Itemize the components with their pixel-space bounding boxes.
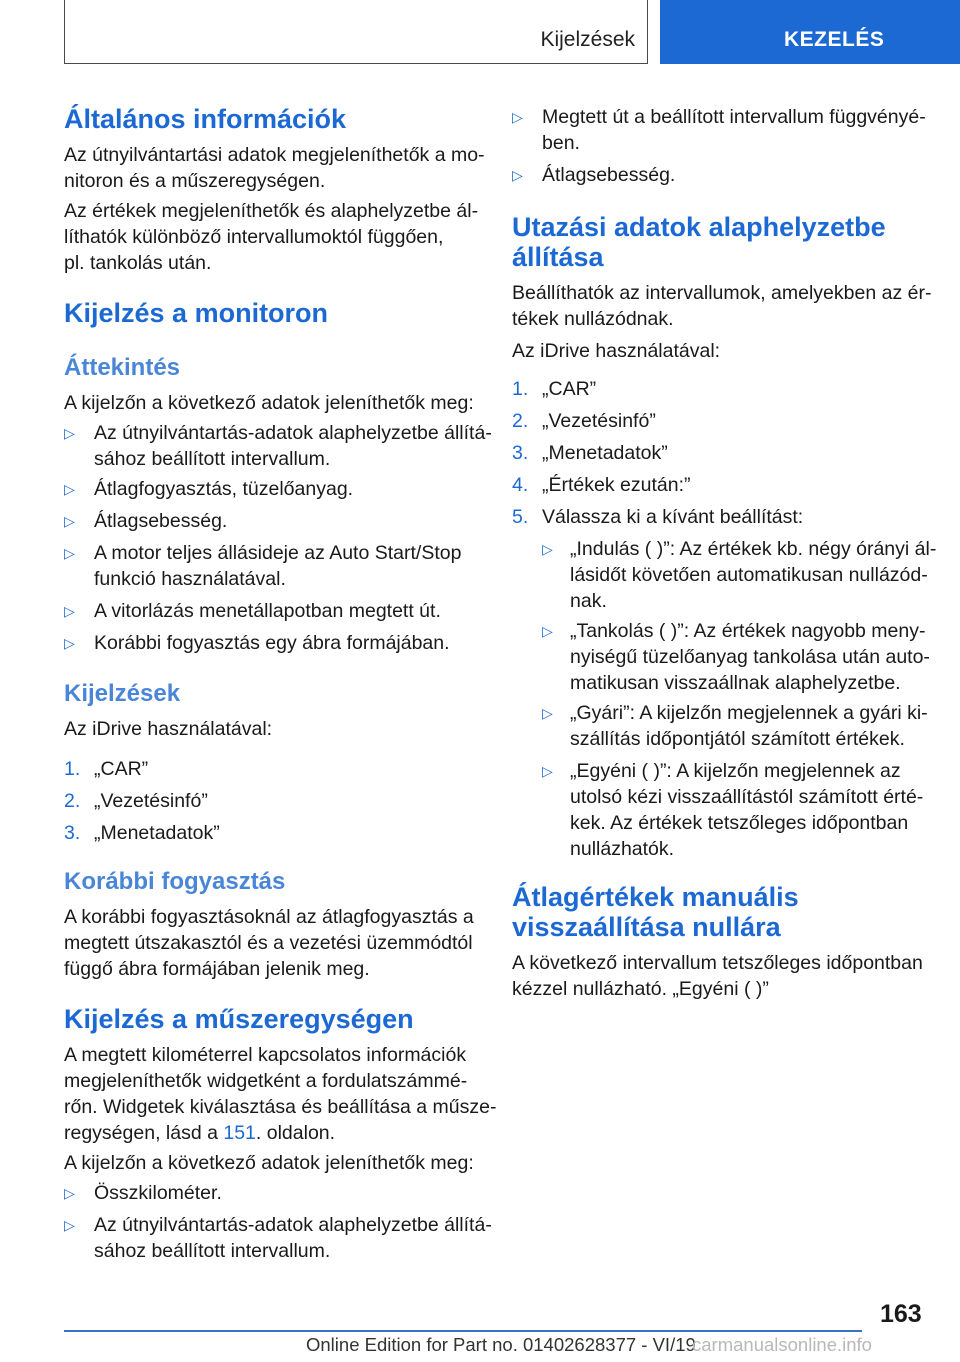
subheading-korabbi-fogyasztas: Korábbi fogyasztás	[64, 868, 286, 895]
heading-utazasi-adatok: Utazási adatok alaphelyzetbe	[512, 212, 886, 242]
list-item-text: funkció használatával.	[94, 568, 286, 590]
step-number: 2.	[64, 790, 81, 812]
paragraph-line: függő ábra formájában jelenik meg.	[64, 958, 370, 980]
step-number: 3.	[512, 442, 529, 464]
step-number: 3.	[64, 822, 81, 844]
list-item-text: Átlagsebesség.	[94, 510, 228, 532]
triangle-bullet-icon: ▷	[512, 167, 523, 183]
list-item-text: sához beállított intervallum.	[94, 1240, 331, 1262]
triangle-bullet-icon: ▷	[542, 541, 553, 557]
sub-list-item-text: nyiségű tüzelőanyag tankolása után auto-	[570, 646, 930, 668]
step-text: „CAR”	[94, 758, 149, 780]
triangle-bullet-icon: ▷	[64, 1217, 75, 1233]
list-item-text: ben.	[542, 132, 580, 154]
step-text: „Vezetésinfó”	[94, 790, 208, 812]
list-item-text: Összkilométer.	[94, 1182, 222, 1204]
sub-list-item-text: szállítás időpontjától számított értékek.	[570, 728, 905, 750]
list-item-text: Az útnyilvántartás-adatok alaphelyzetbe állítá-	[94, 422, 492, 444]
step-number: 1.	[64, 758, 81, 780]
triangle-bullet-icon: ▷	[64, 545, 75, 561]
watermark: carmanualsonline.info	[692, 1334, 872, 1355]
sub-list-item-text: nullázhatók.	[570, 838, 675, 860]
sub-list-item-text: kek. Az értékek tetszőleges időpontban	[570, 812, 909, 834]
heading-atlagertekek-cont: visszaállítása nullára	[512, 912, 781, 942]
paragraph-line: kézzel nullázható. „Egyéni ( )”	[512, 978, 769, 1000]
paragraph-line: A korábbi fogyasztásoknál az átlagfogyasztás a	[64, 906, 474, 928]
triangle-bullet-icon: ▷	[64, 513, 75, 529]
triangle-bullet-icon: ▷	[542, 623, 553, 639]
sub-list-item-text: utolsó kézi visszaállítástól számított érté-	[570, 786, 924, 808]
text-fragment: . oldalon.	[255, 1122, 336, 1144]
list-item-text: A motor teljes állásideje az Auto Start/Stop	[94, 542, 462, 564]
paragraph-line: Az iDrive használatával:	[512, 340, 721, 362]
heading-atlagertekek: Átlagértékek manuális	[512, 882, 799, 912]
heading-utazasi-adatok-cont: állítása	[512, 242, 604, 272]
step-number: 1.	[512, 378, 529, 400]
step-number: 2.	[512, 410, 529, 432]
header-chapter-title: KEZELÉS	[784, 28, 885, 51]
triangle-bullet-icon: ▷	[64, 635, 75, 651]
sub-list-item-text: lásidőt követően automatikusan nullázód-	[570, 564, 928, 586]
paragraph-line: pl. tankolás után.	[64, 252, 212, 274]
paragraph-line: A kijelzőn a következő adatok jeleníthetők meg:	[64, 392, 474, 414]
paragraph-line: rőn. Widgetek kiválasztása és beállítása a műsze-	[64, 1096, 497, 1118]
step-number: 4.	[512, 474, 529, 496]
list-item-text: sához beállított intervallum.	[94, 448, 331, 470]
step-text: Válassza ki a kívánt beállítást:	[542, 506, 804, 528]
text-fragment: regységen, lásd a	[64, 1122, 224, 1144]
list-item-text: Korábbi fogyasztás egy ábra formájában.	[94, 632, 450, 654]
step-text: „Vezetésinfó”	[542, 410, 656, 432]
paragraph-line: megtett útszakasztól és a vezetési üzemmódtól	[64, 932, 473, 954]
step-text: „CAR”	[542, 378, 597, 400]
sub-list-item-text: „Tankolás ( )”: Az értékek nagyobb meny-	[570, 620, 926, 642]
sub-list-item-text: „Gyári”: A kijelzőn megjelennek a gyári ki-	[570, 702, 928, 724]
step-text: „Értékek ezután:”	[542, 474, 691, 496]
step-text: „Menetadatok”	[542, 442, 668, 464]
header-chapter-tab	[660, 0, 960, 64]
paragraph-line: nitoron és a műszeregységen.	[64, 170, 326, 192]
list-item-text: Átlagfogyasztás, tüzelőanyag.	[94, 478, 354, 500]
paragraph-line: megjeleníthetők widgetként a fordulatszámmé-	[64, 1070, 468, 1092]
sub-list-item-text: „Indulás ( )”: Az értékek kb. négy órányi ál-	[570, 538, 937, 560]
footer-edition: Online Edition for Part no. 01402628377 - VI/19	[306, 1334, 696, 1355]
paragraph-line: Az értékek megjeleníthetők és alaphelyzetbe ál-	[64, 200, 479, 222]
paragraph-line: A kijelzőn a következő adatok jeleníthetők meg:	[64, 1152, 474, 1174]
page-number: 163	[880, 1300, 922, 1328]
triangle-bullet-icon: ▷	[64, 1185, 75, 1201]
paragraph-line: líthatók különböző intervallumoktól függően,	[64, 226, 444, 248]
paragraph-line	[64, 1120, 335, 1146]
footer-divider	[64, 1330, 862, 1332]
subheading-attekintes: Áttekintés	[64, 354, 181, 381]
triangle-bullet-icon: ▷	[64, 603, 75, 619]
step-number: 5.	[512, 506, 529, 528]
triangle-bullet-icon: ▷	[542, 763, 553, 779]
heading-kijelzes-a-monitoron: Kijelzés a monitoron	[64, 298, 329, 328]
paragraph-line: Az iDrive használatával:	[64, 718, 273, 740]
page-reference-link[interactable]: 151	[223, 1122, 256, 1144]
list-item-text: Megtett út a beállított intervallum függvényé-	[542, 106, 926, 128]
sub-list-item-text: „Egyéni ( )”: A kijelzőn megjelennek az	[570, 760, 901, 782]
heading-altalanos-informaciok: Általános információk	[64, 104, 347, 134]
header-section-title: Kijelzések	[540, 28, 635, 51]
triangle-bullet-icon: ▷	[64, 425, 75, 441]
paragraph-line: tékek nullázódnak.	[512, 308, 674, 330]
sub-list-item-text: nak.	[570, 590, 607, 612]
header-section-box	[64, 0, 648, 64]
paragraph-line: Az útnyilvántartási adatok megjeleníthetők a mo-	[64, 144, 485, 166]
paragraph-line: A megtett kilométerrel kapcsolatos információk	[64, 1044, 467, 1066]
triangle-bullet-icon: ▷	[542, 705, 553, 721]
paragraph-line: Beállíthatók az intervallumok, amelyekben az ér-	[512, 282, 932, 304]
triangle-bullet-icon: ▷	[512, 109, 523, 125]
sub-list-item-text: matikusan visszaállnak alaphelyzetbe.	[570, 672, 901, 694]
paragraph-line: A következő intervallum tetszőleges időpontban	[512, 952, 923, 974]
step-text: „Menetadatok”	[94, 822, 220, 844]
heading-kijelzes-a-muszeregysegen: Kijelzés a műszeregységen	[64, 1004, 414, 1034]
triangle-bullet-icon: ▷	[64, 481, 75, 497]
list-item-text: Átlagsebesség.	[542, 164, 676, 186]
list-item-text: A vitorlázás menetállapotban megtett út.	[94, 600, 441, 622]
subheading-kijelzesek: Kijelzések	[64, 680, 181, 707]
list-item-text: Az útnyilvántartás-adatok alaphelyzetbe állítá-	[94, 1214, 492, 1236]
